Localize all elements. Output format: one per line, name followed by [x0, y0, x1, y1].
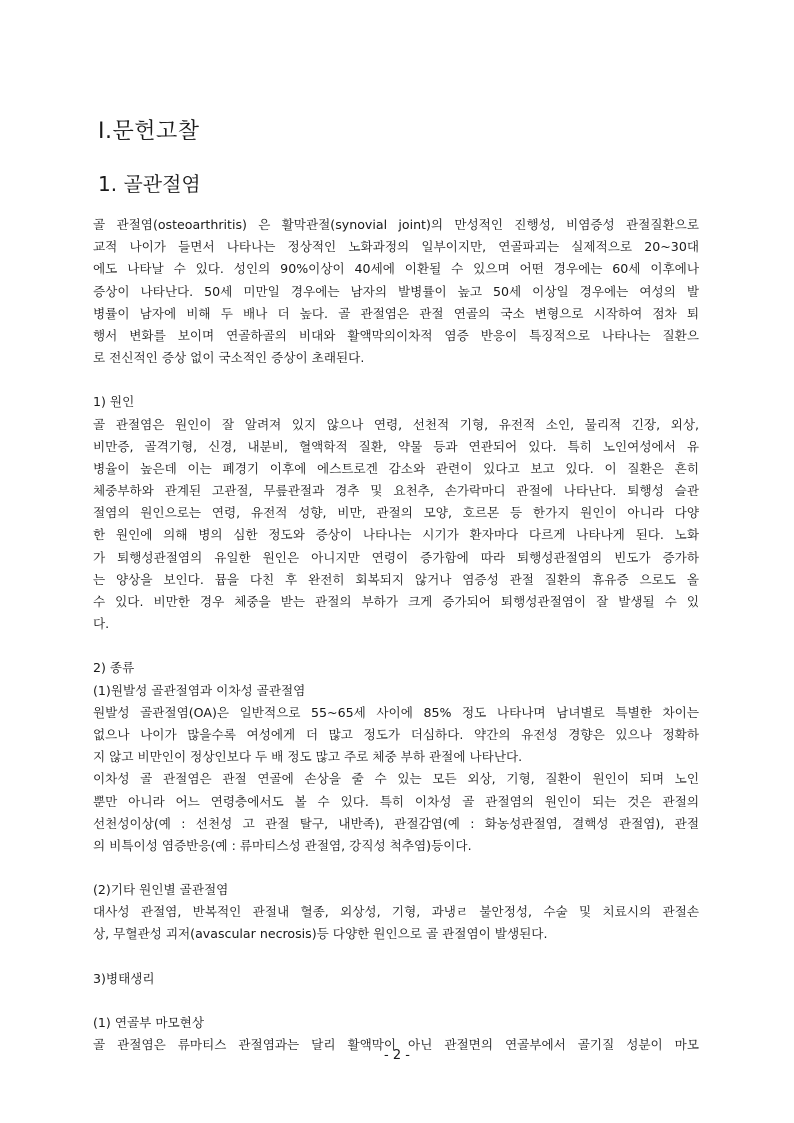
- other-oa-paragraph: [93, 901, 699, 945]
- text-line: 는 양상을 보인다. 뮵을 다친 후 완전히 회복되지 않거나 염증성 관절 질환의 휴유증 으로도 올: [93, 571, 699, 587]
- text-line: 원발성 골관절염(OA)은 일반적으로 55~65세 사이에 85% 정도 나타나며 남녀별로 특별한 차이는: [93, 704, 699, 720]
- text-line: 뿐만 아니라 어느 연령층에서도 볼 수 있다. 특히 이차성 골 관절염의 원인이 되는 것은 관절의: [93, 793, 699, 809]
- text-line: 가 퇴행성관절염의 유일한 원인은 아니지만 연령이 증가함에 따라 퇴행성관절염의 빈도가 증가하: [93, 549, 699, 565]
- text-line: 골 관절염은 류마티스 관절염과는 달리 활액막이 아닌 관절면의 연골부에서 골기질 성분이 마모: [93, 1037, 699, 1052]
- text-line: 의 비특이성 염증반응(예 : 류마티스성 관절염, 강직성 척추염)등이다.: [93, 837, 472, 853]
- type-subheading-other: (2)기타 원인별 골관절염: [93, 882, 229, 898]
- text-line: 절염의 원인으로는 연령, 유전적 성향, 비만, 관절의 모양, 호르몬 등 한가지 원인이 아니라 다양: [93, 505, 699, 521]
- subsection-title: 1. 골관절염: [98, 172, 201, 196]
- text-line: 로 전신적인 증상 없이 국소적인 증상이 초래된다.: [93, 350, 365, 366]
- pathophysiology-heading: 3)병태생리: [93, 970, 155, 986]
- text-line: 증상이 나타난다. 50세 미만일 경우에는 남자의 발병률이 높고 50세 이상일 경우에는 여성의 발: [93, 283, 699, 299]
- text-line: 대사성 관절염, 반복적인 관절내 혈종, 외상성, 기형, 과냉ㄹ 불안정성, 수술 및 치료시의 관절손: [93, 904, 699, 920]
- type-heading: 2) 종류: [93, 660, 135, 676]
- text-line: 선천성이상(예 : 선천성 고 관절 탈구, 내반족), 관절감염(예 : 화농성관절염, 결핵성 관절염), 관절: [93, 815, 699, 831]
- text-line: 교적 나이가 들면서 나타나는 정상적인 노화과정의 일부이지만, 연골파괴는 실제적으로 20~30대: [93, 239, 699, 255]
- secondary-oa-paragraph: [93, 768, 699, 857]
- text-line: 병률이 남자에 비해 두 배나 더 높다. 골 관절염은 관절 연골의 국소 변형으로 시작하여 점차 퇴: [93, 305, 699, 321]
- document-body: [93, 214, 699, 1056]
- text-line: 지 않고 비만인이 정상인보다 두 배 정도 많고 주로 체중 부하 관절에 나타난다.: [93, 749, 523, 765]
- text-line: 병율이 높은데 이는 폐경기 이후에 에스트로겐 감소와 관련이 있다고 보고 있다. 이 질환은 흔히: [93, 460, 699, 476]
- pathophysiology-subheading: (1) 연골부 마모현상: [93, 1014, 205, 1030]
- intro-paragraph: [93, 214, 699, 369]
- text-line: 한 원인에 의해 병의 심한 정도와 증상이 나타나는 시기가 환자마다 다르게 나타나게 된다. 노화: [93, 527, 699, 543]
- text-line: 행서 변화를 보이며 연골하골의 비대와 활액막의이차적 염증 반응이 특징적으로 나타나는 질환으: [93, 327, 699, 343]
- text-line: 이차성 골 관절염은 관절 연골에 손상을 줄 수 있는 모든 외상, 기형, 질환이 원인이 되며 노인: [93, 771, 699, 787]
- primary-oa-paragraph: [93, 702, 699, 769]
- text-line: 없으나 나이가 많을수록 여성에게 더 많고 정도가 더심하다. 약간의 유전성 경향은 있으나 정확하: [93, 726, 699, 742]
- type-subheading-primary: (1)원발성 골관절염과 이차성 골관절염: [93, 682, 306, 698]
- text-line: 에도 나타날 수 있다. 성인의 90%이상이 40세에 이환될 수 있으며 어떤 경우에는 60세 이후에나: [93, 261, 699, 277]
- text-line: 다.: [93, 616, 110, 632]
- text-line: 비만증, 골격기형, 신경, 내분비, 혈액학적 질환, 약물 등과 연관되어 있다. 특히 노인여성에서 유: [93, 438, 699, 454]
- cause-paragraph: [93, 414, 699, 636]
- text-line: 골 관절염은 원인이 잘 알려져 있지 않으나 연령, 선천적 기형, 유전적 소인, 물리적 긴장, 외상,: [93, 416, 699, 432]
- text-line: 골 관절염(osteoarthritis) 은 활막관절(synovial joint)의 만성적인 진행성, 비염증성 관절질환으로: [93, 217, 699, 232]
- text-line: 상, 무혈관성 괴저(avascular necrosis)등 다양한 원인으로 골 관절염이 발생된다.: [93, 926, 548, 942]
- cause-heading: 1) 원인: [93, 394, 135, 410]
- page-number: - 2 -: [384, 1048, 410, 1063]
- section-title: Ⅰ.문헌고찰: [98, 119, 200, 144]
- text-line: 수 있다. 비만한 경우 체중을 받는 관절의 부하가 크게 증가되어 퇴행성관절염이 잘 발생될 수 있: [93, 594, 699, 609]
- text-line: 체중부하와 관계된 고관절, 무릎관절과 경추 및 요천추, 손가락마디 관절에 나타난다. 퇴행성 슬관: [93, 483, 699, 499]
